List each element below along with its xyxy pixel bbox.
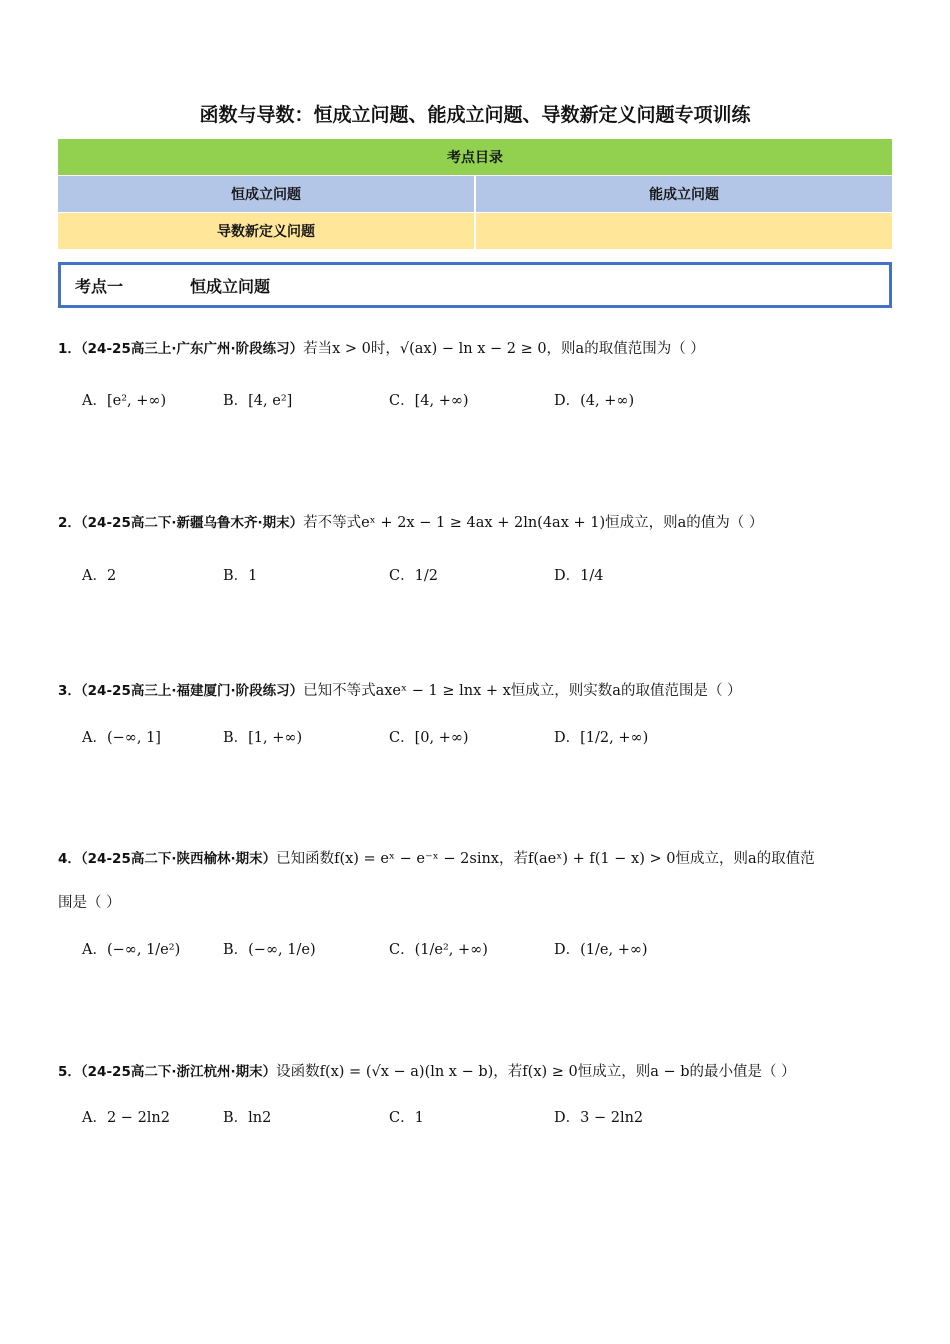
page-title: 函数与导数：恒成立问题、能成立问题、导数新定义问题专项训练 [199,104,751,126]
question-source: （24-25高二下·陕西榆林·期末） [80,851,277,867]
option-c[interactable]: C．1/2 [389,568,438,584]
section-heading [58,262,892,308]
toc-link-nengchengli[interactable]: 能成立问题 [476,176,892,212]
toc-header: 考点目录 [58,139,892,175]
option-c[interactable]: C．1 [389,1110,424,1126]
question-4-continued [58,893,898,915]
toc-row-2 [58,213,892,249]
option-c[interactable]: C．[4, +∞) [389,393,469,409]
option-c[interactable]: C．(1/e², +∞) [389,942,488,958]
option-d[interactable]: D．(1/e, +∞) [554,942,648,958]
toc-link-xindingyi[interactable]: 导数新定义问题 [58,213,474,249]
question-source: （24-25高二下·新疆乌鲁木齐·期末） [80,515,304,531]
option-a[interactable]: A．2 − 2ln2 [82,1110,170,1126]
question-4 [58,849,898,871]
option-a[interactable]: A．(−∞, 1] [82,730,161,746]
option-d[interactable]: D．1/4 [554,568,604,584]
question-stem: 若当x > 0时，√(ax) − ln x − 2 ≥ 0，则a的取值范围为（ ） [303,341,705,357]
option-b[interactable]: B．[1, +∞) [223,730,303,746]
option-b[interactable]: B．ln2 [223,1110,272,1126]
option-a[interactable]: A．[e², +∞) [82,393,167,409]
option-c[interactable]: C．[0, +∞) [389,730,469,746]
question-number: 3． [58,683,81,699]
toc-header-row [58,139,892,175]
question-stem: 已知不等式axeˣ − 1 ≥ lnx + x恒成立，则实数a的取值范围是（ ） [303,683,742,699]
question-source: （24-25高三上·福建厦门·阶段练习） [80,683,304,699]
question-source: （24-25高三上·广东广州·阶段练习） [80,341,304,357]
question-1 [58,339,898,361]
question-3 [58,681,898,703]
toc-empty-cell [476,213,892,249]
question-number: 5． [58,1064,81,1080]
question-5 [58,1062,898,1084]
section-name: 恒成立问题 [190,276,271,296]
question-2 [58,513,898,535]
question-stem: 若不等式eˣ + 2x − 1 ≥ 4ax + 2ln(4ax + 1)恒成立，则a的值为（ ） [303,515,764,531]
question-source: （24-25高二下·浙江杭州·期末） [80,1064,277,1080]
option-b[interactable]: B．(−∞, 1/e) [223,942,316,958]
toc-row-1 [58,176,892,212]
question-stem: 设函数f(x) = (√x − a)(ln x − b)，若f(x) ≥ 0恒成立，则a − b的最小值是（ ） [276,1064,796,1080]
option-d[interactable]: D．[1/2, +∞) [554,730,649,746]
question-number: 2． [58,515,81,531]
option-b[interactable]: B．1 [223,568,258,584]
option-a[interactable]: A．2 [82,568,117,584]
toc-link-hengchengli[interactable]: 恒成立问题 [58,176,474,212]
question-stem: 已知函数f(x) = eˣ − e⁻ˣ − 2sinx，若f(aeˣ) + f(1 − x) > 0恒成立，则a的取值范 [276,851,815,867]
option-a[interactable]: A．(−∞, 1/e²) [82,942,181,958]
option-d[interactable]: D．3 − 2ln2 [554,1110,644,1126]
section-number: 考点一 [75,276,124,296]
option-b[interactable]: B．[4, e²] [223,393,293,409]
option-d[interactable]: D．(4, +∞) [554,393,635,409]
question-number: 4． [58,851,81,867]
question-stem-continued: 围是（ ） [58,895,121,911]
question-number: 1． [58,341,81,357]
toc-table [58,139,892,250]
